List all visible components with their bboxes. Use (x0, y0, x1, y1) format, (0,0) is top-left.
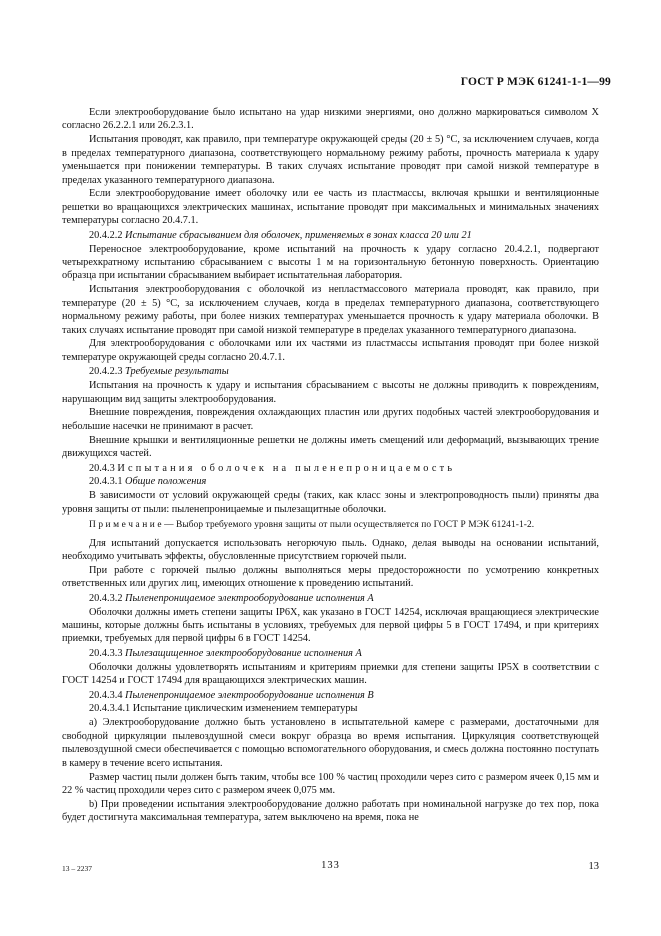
section-number: 20.4.3.1 (89, 476, 123, 488)
document-header: ГОСТ Р МЭК 61241-1-1—99 (460, 76, 611, 88)
paragraph: 20.4.3.4.1 Испытание циклическим изменением температуры (89, 703, 358, 715)
section-number: 20.4.3.4 (89, 689, 123, 701)
paragraph: Внешние повреждения, повреждения охлаждающих пластин или других подобных частей электрооборудования и небольшие насечки не принимают в расчет. (62, 407, 599, 432)
paragraph: Размер частиц пыли должен быть таким, чтобы все 100 % частиц проходили через сито с размером ячеек 0,15 мм и 22 % частиц проходили через сито с размером ячеек 0,075 мм. (62, 771, 599, 796)
section-number: 20.4.2.3 (89, 366, 123, 378)
paragraph: а) Электрооборудование должно быть установлено в испытательной камере с размерами, достаточными для свободной циркуляции пылевоздушной смеси вокруг образца во время испытания. Циркуляция соответствующей пылевоздушной смеси обеспечивается с помощью вспомогательного оборудования, и смесь должна постоянно поступать в камеру в течение всего испытания. (62, 717, 599, 769)
section-title: Пыленепроницаемое электрооборудование исполнения В (125, 689, 374, 701)
paragraph: Если электрооборудование имеет оболочку или ее часть из пластмассы, включая крышки и вентиляционные решетки во вращающихся электрических машинах, испытание проводят при максимальных и минимальных значениях температуры согласно 20.4.7.1. (62, 188, 599, 227)
paragraph: b) При проведении испытания электрооборудование должно работать при номинальной нагрузке до тех пор, пока будет достигнута максимальная температура, затем выключено на время, пока не (62, 798, 599, 824)
note (62, 519, 599, 532)
section-title: Испытание сбрасыванием для оболочек, применяемых в зонах класса 20 или 21 (125, 229, 472, 241)
section-heading-20431 (62, 475, 599, 488)
paragraph: При работе с горючей пылью должны выполняться меры предосторожности по усмотрению конкретных ответственных или других лиц, имеющих отношение к проведению испытаний. (62, 564, 599, 590)
section-title: Пылезащищенное электрооборудование исполнения А (125, 647, 362, 659)
section-title: Общие положения (125, 476, 207, 488)
footer-code: 13 – 2237 (62, 864, 92, 873)
section-heading-20434 (62, 689, 599, 702)
paragraph: Оболочки должны удовлетворять испытаниям и критериям приемки для степени защиты IP5X в соответствии с ГОСТ 14254 и ГОСТ 17494 для вращающихся электрических машин. (62, 661, 599, 687)
section-number: 20.4.3.2 (89, 592, 123, 604)
paragraph: Испытания проводят, как правило, при температуре окружающей среды (20 ± 5) °С, за исключением случаев, когда в пределах температурного диапазона, соответствующего нормальному режиму работы, прочность материала к удару уменьшается при понижении температуры. В таких случаях испытание проводят при самой низкой температуре в пределах указанного температурного диапазона. (62, 134, 599, 186)
paragraph: В зависимости от условий окружающей среды (таких, как класс зоны и электропроводность пыли) приняты два уровня защиты от пыли: пыленепроницаемые и пылезащитные оболочки. (62, 490, 599, 515)
paragraph: Внешние крышки и вентиляционные решетки не должны иметь смещений или деформаций, вызывающих трение движущихся частей. (62, 434, 599, 460)
section-heading-20432 (62, 592, 599, 605)
section-number: 20.4.2.2 (89, 229, 123, 241)
note-label: П р и м е ч а н и е (89, 520, 162, 531)
section-heading-20422 (62, 229, 599, 242)
paragraph: Переносное электрооборудование, кроме испытаний на прочность к удару согласно 20.4.2.1, подвергают четырехкратному испытанию сбрасыванием с высоты 1 м на горизонтальную бетонную поверхность. Ориентацию образца при испытании сбрасыванием выбирает испытательная лаборатория. (62, 243, 599, 282)
section-heading-20423 (62, 365, 599, 378)
footer-page-number-center: 133 (321, 860, 340, 871)
section-title: Требуемые результаты (125, 366, 229, 378)
paragraph: Для испытаний допускается использовать негорючую пыль. Однако, делая выводы на основании испытаний, необходимо учитывать эффекты, обусловленные присутствием горючей пыли. (62, 537, 599, 562)
paragraph: Для электрооборудования с оболочками или их частями из пластмассы испытания проводят при более низкой температуре окружающей среды согласно 20.4.7.1. (62, 338, 599, 363)
section-title: Испытания оболочек на пыленепроницаемость (117, 462, 456, 474)
paragraph: Испытания на прочность к удару и испытания сбрасыванием с высоты не должны приводить к повреждениям, нарушающим вид защиты электрооборудования. (62, 380, 599, 405)
paragraph: Испытания электрооборудования с оболочкой из непластмассового материала проводят, как правило, при температуре (20 ± 5) °С, за исключением случаев, когда в пределах температурного диапазона, соответствующего нормальному режиму работы, при более низких температурах уменьшается прочность к удару материала оболочки. В таких случаях испытание проводят при самой низкой температуре в пределах указанного температурного диапазона. (62, 284, 599, 336)
paragraph: Если электрооборудование было испытано на удар низкими энергиями, оно должно маркироваться символом X согласно 26.2.2.1 или 26.2.3.1. (62, 107, 599, 132)
paragraph: Оболочки должны иметь степени защиты IP6X, как указано в ГОСТ 14254, исключая вращающиеся электрические машины, которые должны быть испытаны в условиях, требуемых для первой цифры 5 в ГОСТ 17494, и при критериях приемки, требуемых для первой цифры 6 в ГОСТ 14254. (62, 606, 599, 645)
footer-page-number-right: 13 (588, 861, 599, 872)
section-title: Пыленепроницаемое электрооборудование исполнения А (125, 592, 374, 604)
document-body (62, 106, 599, 825)
note-text: — Выбор требуемого уровня защиты от пыли осуществляется по ГОСТ Р МЭК 61241-1-2. (164, 520, 535, 531)
section-heading-2043 (62, 462, 599, 475)
section-heading-20433 (62, 647, 599, 660)
section-number: 20.4.3.3 (89, 647, 123, 659)
section-number: 20.4.3 (89, 462, 115, 474)
